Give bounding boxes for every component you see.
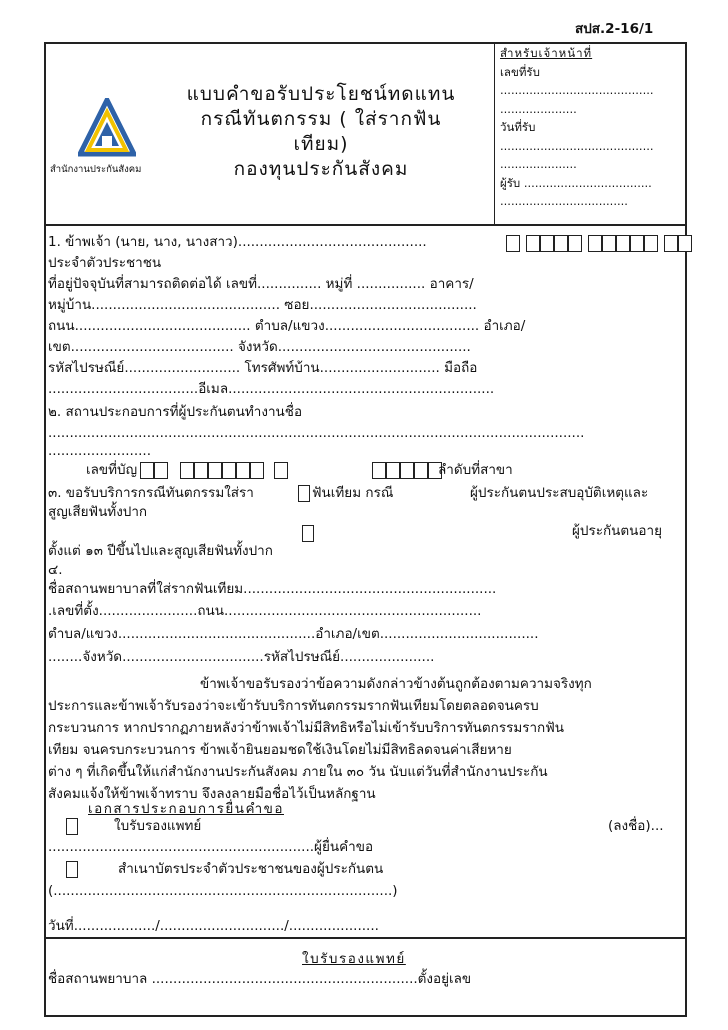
id-digit-box[interactable] — [588, 235, 602, 252]
branch-no-label: ลำดับที่สาขา — [438, 462, 513, 478]
certificate-top-rule — [44, 937, 687, 939]
address-line-2[interactable]: หมู่บ้าน............................................ ซอย....................................... — [48, 297, 477, 313]
hospital-address-line-1[interactable]: .เลขที่ตั้ง.......................ถนน............................................................ — [48, 603, 482, 619]
declaration-line-6: สังคมแจ้งให้ข้าพเจ้าทราบ จึงลงลายมือชื่อไว้เป็นหลักฐาน — [48, 786, 376, 802]
declaration-line-1: ข้าพเจ้าขอรับรองว่าข้อความดังกล่าวข้างต้นถูกต้องตามความจริงทุก — [200, 676, 592, 692]
title-line-1: แบบคำขอรับประโยชน์ทดแทน — [186, 83, 456, 105]
section-4-number: ๔. — [48, 562, 63, 578]
hospital-name-line[interactable]: ชื่อสถานพยาบาลที่ใส่รากฟันเทียม........................................................... — [48, 581, 497, 597]
sign-label: (ลงชื่อ)... — [608, 818, 664, 834]
medical-cert-checkbox[interactable] — [66, 818, 78, 835]
receiver-field[interactable]: ผู้รับ ................................... — [500, 175, 652, 190]
id-digit-box[interactable] — [644, 235, 658, 252]
account-digit-box[interactable] — [180, 462, 194, 479]
form-code: สปส.2-16/1 — [575, 21, 654, 37]
form-title — [160, 82, 482, 182]
title-line-4: กองทุนประกันสังคม — [233, 158, 409, 180]
documents-heading: เอกสารประกอบการยื่นคำขอ — [88, 801, 284, 817]
declaration-line-3: กระบวนการ หากปรากฏภายหลังว่าข้าพเจ้าไม่มีสิทธิหรือไม่เข้ารับบริการทันตกรรมรากฟัน — [48, 720, 565, 736]
date-line[interactable]: วันที่.................../............................./..................... — [48, 918, 379, 934]
id-digit-box[interactable] — [602, 235, 616, 252]
id-digit-box[interactable] — [526, 235, 540, 252]
address-line-3[interactable]: ถนน......................................... ตำบล/แขวง.................................... อำเภอ/ — [48, 318, 526, 334]
receiver-field-cont[interactable]: ................................... — [500, 194, 628, 208]
id-digit-box[interactable] — [630, 235, 644, 252]
received-date-label: วันที่รับ — [500, 120, 536, 134]
id-digit-box[interactable] — [540, 235, 554, 252]
postal-phone-line[interactable]: รหัสไปรษณีย์........................... โทรศัพท์บ้าน............................ มือถือ — [48, 360, 478, 376]
account-digit-box[interactable] — [250, 462, 264, 479]
accident-case-label: ผู้ประกันตนประสบอุบัติเหตุและ — [470, 485, 649, 501]
title-line-2: กรณีทันตกรรม ( ใส่รากฟัน — [200, 108, 442, 130]
address-line-1[interactable]: ที่อยู่ปัจจุบันที่สามารถติดต่อได้ เลขที่............... หมู่ที่ ................ อาคาร/ — [48, 276, 474, 292]
age-case-checkbox[interactable] — [302, 525, 314, 542]
id-copy-label: สำเนาบัตรประจำตัวประชาชนของผู้ประกันตน — [118, 861, 384, 877]
declaration-line-4: เทียม จนครบกระบวนการ ข้าพเจ้ายินยอมชดใช้เงินโดยไม่มีสิทธิลดจนค่าเสียหาย — [48, 742, 512, 758]
address-line-4[interactable]: เขต...................................... จังหวัด............................................. — [48, 339, 471, 355]
header-bottom-rule — [44, 224, 687, 226]
officer-heading: สำหรับเจ้าหน้าที่ — [500, 46, 593, 60]
id-copy-checkbox[interactable] — [66, 861, 78, 878]
branch-digit-box[interactable] — [400, 462, 414, 479]
account-digit-box[interactable] — [222, 462, 236, 479]
implant-checkbox[interactable] — [298, 485, 310, 502]
branch-digit-box[interactable] — [414, 462, 428, 479]
citizen-id-label: ประจำตัวประชาชน — [48, 255, 162, 271]
branch-digit-box[interactable] — [386, 462, 400, 479]
account-digit-box[interactable] — [236, 462, 250, 479]
workplace-name-field-cont[interactable]: ........................ — [48, 443, 151, 459]
certificate-heading: ใบรับรองแพทย์ — [302, 951, 406, 967]
id-digit-box[interactable] — [664, 235, 678, 252]
account-digit-box[interactable] — [208, 462, 222, 479]
applicant-signature-line[interactable]: ..............................................................ผู้ยื่นคำขอ — [48, 839, 374, 855]
account-digit-box[interactable] — [154, 462, 168, 479]
hospital-address-line-3[interactable]: ........จังหวัด.................................รหัสไปรษณีย์...................... — [48, 649, 435, 665]
declaration-line-5: ต่าง ๆ ที่เกิดขึ้นให้แก่สำนักงานประกันสังคม ภายใน ๓๐ วัน นับแต่วันที่สำนักงานประกัน — [48, 764, 548, 780]
received-no-field[interactable]: .......................................... — [500, 83, 654, 97]
workplace-name-label: ๒. สถานประกอบการที่ผู้ประกันตนทำงานชื่อ — [48, 404, 303, 420]
account-digit-box[interactable] — [140, 462, 154, 479]
id-digit-box[interactable] — [616, 235, 630, 252]
branch-digit-box[interactable] — [372, 462, 386, 479]
sso-logo — [78, 98, 136, 160]
service-request-line-a: ๓. ขอรับบริการกรณีทันตกรรมใส่รา — [48, 485, 254, 501]
officer-section — [500, 44, 654, 211]
account-digit-box[interactable] — [274, 462, 288, 479]
received-date-field-cont[interactable]: ..................... — [500, 157, 577, 171]
applicant-printed-name-line[interactable]: (...............................................................................) — [48, 883, 398, 899]
workplace-name-field[interactable]: ............................................................................................................................. — [48, 425, 585, 441]
age-case-label: ผู้ประกันตนอายุ — [572, 523, 662, 539]
age-case-cont: ตั้งแต่ ๑๓ ปีขึ้นไปและสูญเสียฟันทั้งปาก — [48, 543, 273, 559]
id-digit-box[interactable] — [568, 235, 582, 252]
certificate-hospital-line[interactable]: ชื่อสถานพยาบาล ..............................................................ตั้งอยู่เลข — [48, 971, 472, 987]
id-digit-box[interactable] — [554, 235, 568, 252]
hospital-address-line-2[interactable]: ตำบล/แขวง..............................................อำเภอ/เขต..................................... — [48, 626, 539, 642]
received-date-field[interactable]: .......................................... — [500, 138, 654, 153]
id-digit-box[interactable] — [506, 235, 520, 252]
agency-name: สำนักงานประกันสังคม — [50, 164, 142, 175]
header-divider — [494, 42, 495, 225]
id-digit-box[interactable] — [678, 235, 692, 252]
title-line-3: เทียม) — [293, 133, 349, 155]
applicant-name-line[interactable]: 1. ข้าพเจ้า (นาย, นาง, นางสาว)............................................ — [48, 234, 427, 250]
medical-cert-label: ใบรับรองแพทย์ — [114, 818, 202, 834]
received-no-label: เลขที่รับ — [500, 64, 540, 79]
account-no-label: เลขที่บัญ — [86, 462, 138, 478]
service-request-line-b: ฟันเทียม กรณี — [312, 485, 394, 501]
declaration-line-2: ประการและข้าพเจ้ารับรองว่าจะเข้ารับบริการทันตกรรมรากฟันเทียมโดยตลอดจนครบ — [48, 698, 539, 714]
received-no-field-cont[interactable]: ..................... — [500, 101, 577, 116]
account-digit-box[interactable] — [194, 462, 208, 479]
accident-case-cont: สูญเสียฟันทั้งปาก — [48, 504, 148, 520]
email-line[interactable]: ...................................อีเมล.............................................................. — [48, 381, 495, 397]
